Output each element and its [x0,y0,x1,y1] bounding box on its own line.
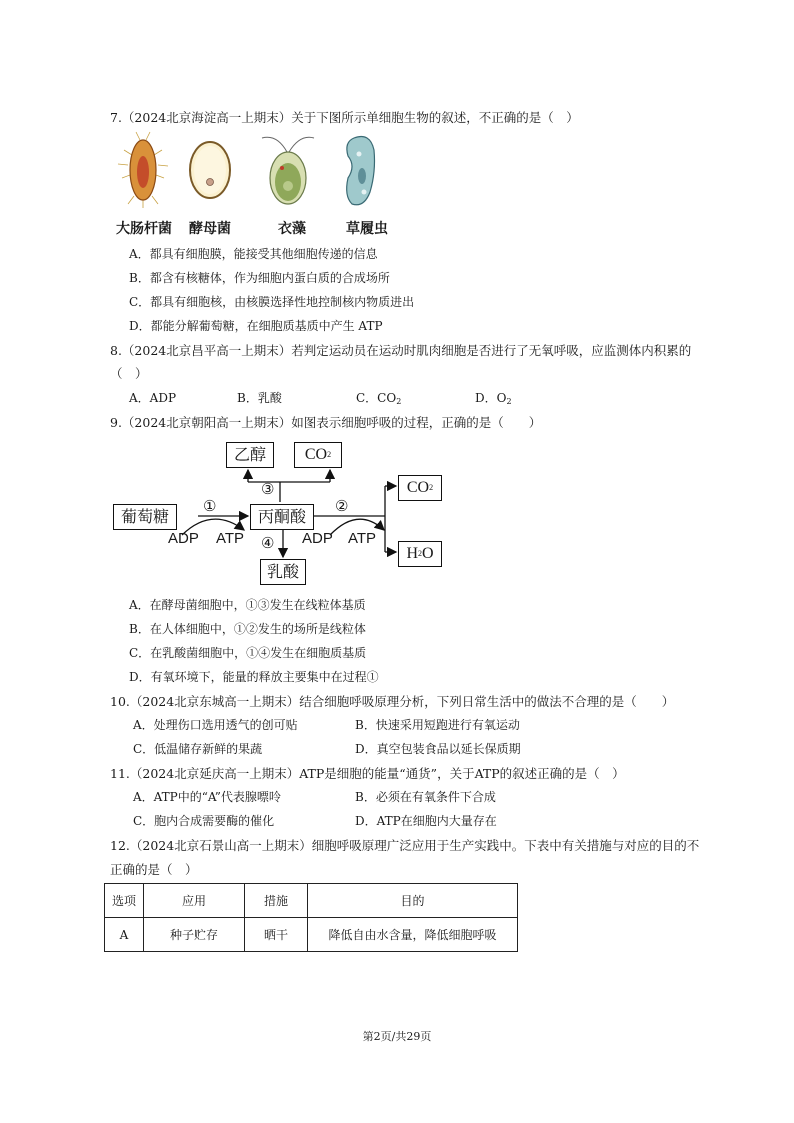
atp-label-1: ATP [216,530,245,547]
table-cell: 种子贮存 [144,918,245,952]
step-2-marker: ② [335,497,349,515]
glucose-label: 葡萄糖 [120,507,169,526]
q10-option-b: B．快速采用短跑进行有氧运动 [355,718,520,732]
q9-option-b: B．在人体细胞中，①②发生的场所是线粒体 [129,622,366,636]
table-header-cell: 选项 [105,884,144,918]
step-1-marker: ① [203,497,217,515]
q10-option-c: C．低温储存新鲜的果蔬 [133,742,263,756]
table-header-row [105,884,518,918]
co2-right-label: CO [406,479,430,496]
q8-option-b: B．乳酸 [237,391,282,405]
q9-stem: 9.（2024北京朝阳高一上期末）如图表示细胞呼吸的过程，正确的是（ ） [110,415,542,430]
q8-option-d: D．$O_2$ [475,391,512,406]
water-box [398,541,442,567]
q7-option-c: C．都具有细胞核，由核膜选择性地控制核内物质进出 [129,295,415,309]
table-cell: 晒干 [245,918,308,952]
q8-stem: 8.（2024北京昌平高一上期末）若判定运动员在运动时肌肉细胞是否进行了无氧呼吸，应监测体内积累的 [110,343,692,358]
step-4-marker: ④ [261,534,275,552]
q7-stem: 7.（2024北京海淀高一上期末）关于下图所示单细胞生物的叙述，不正确的是（ ） [110,110,579,125]
q8-stem-continued: （ ） [110,366,148,381]
q7-option-b: B．都含有核糖体，作为细胞内蛋白质的合成场所 [129,271,390,285]
ethanol-label: 乙醇 [233,445,266,464]
ethanol-box [226,442,274,468]
water-subscript: 2 [418,549,422,558]
table-cell: A [105,918,144,952]
table-row [105,918,518,952]
adp-label-2: ADP [302,530,333,547]
organism-label-chlamydomonas: 衣藻 [278,221,306,237]
q10-option-d: D．真空包装食品以延长保质期 [355,742,521,756]
co2-left-subscript: 2 [327,450,332,459]
lactic-acid-box [260,559,306,585]
q8-option-c: C．$CO_2$ [356,391,402,406]
q10-stem: 10.（2024北京东城高一上期末）结合细胞呼吸原理分析，下列日常生活中的做法不合理的是（ ） [110,694,675,709]
q9-option-d: D．有氧环境下，能量的释放主要集中在过程① [129,670,379,684]
q12-table [104,883,518,952]
q12-stem: 12.（2024北京石景山高一上期末）细胞呼吸原理广泛应用于生产实践中。下表中有关措施与对应的目的不 [110,838,700,853]
water-h-label: H [406,545,418,562]
co2-box-left [294,442,342,468]
atp-label-2: ATP [348,530,377,547]
q11-option-a: A．ATP中的“A”代表腺嘌呤 [133,790,281,804]
water-o-label: O [422,545,434,562]
lactic-acid-label: 乳酸 [266,562,299,581]
co2-left-label: CO [304,446,328,463]
q11-option-b: B．必须在有氧条件下合成 [355,790,496,804]
step-3-marker: ③ [261,480,275,498]
q10-option-a: A．处理伤口选用透气的创可贴 [133,718,298,732]
table-header-cell: 目的 [308,884,518,918]
q12-stem-continued: 正确的是（ ） [110,862,198,877]
pyruvate-label: 丙酮酸 [257,507,306,526]
q9-option-c: C．在乳酸菌细胞中，①④发生在细胞质基质 [129,646,367,660]
q8-option-a: A．ADP [129,391,177,405]
table-header-cell: 措施 [245,884,308,918]
co2-box-right [398,475,442,501]
page-number: 第2页/共29页 [362,1030,432,1043]
q7-option-a: A．都具有细胞膜，能接受其他细胞传递的信息 [129,247,378,261]
pyruvate-box [250,504,314,530]
organism-label-ecoli: 大肠杆菌 [116,221,172,237]
organism-label-yeast: 酵母菌 [189,221,231,237]
q11-option-d: D．ATP在细胞内大量存在 [355,814,497,828]
table-cell: 降低自由水含量，降低细胞呼吸 [308,918,518,952]
q7-option-d: D．都能分解葡萄糖，在细胞质基质中产生 ATP [129,319,383,333]
q9-option-a: A．在酵母菌细胞中，①③发生在线粒体基质 [129,598,366,612]
table-header-cell: 应用 [144,884,245,918]
q11-option-c: C．胞内合成需要酶的催化 [133,814,275,828]
glucose-box [113,504,177,530]
co2-right-subscript: 2 [429,483,434,492]
organism-label-paramecium: 草履虫 [346,221,388,237]
q11-stem: 11.（2024北京延庆高一上期末）ATP是细胞的能量“通货”，关于ATP的叙述正确的是（ ） [110,766,625,781]
adp-label-1: ADP [168,530,199,547]
